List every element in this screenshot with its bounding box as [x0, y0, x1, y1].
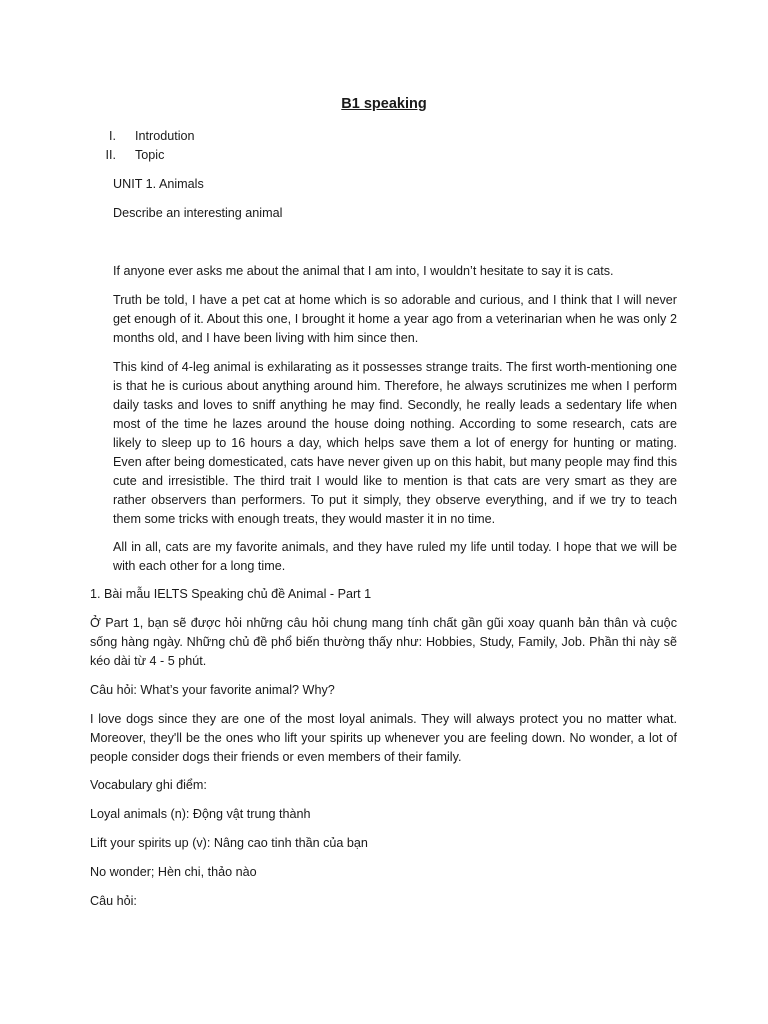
- section-heading: 1. Bài mẫu IELTS Speaking chủ đề Animal - Part 1: [90, 587, 372, 601]
- question-text: Câu hỏi:: [90, 894, 137, 908]
- outline-number: II.: [105, 148, 116, 162]
- page-title: B1 speaking: [341, 96, 427, 112]
- vocab-item: Loyal animals (n): Động vật trung thành: [90, 807, 311, 821]
- answer-paragraph: If anyone ever asks me about the animal that I am into, I wouldn’t hesitate to say it is cats.: [113, 264, 614, 278]
- question-text: Câu hỏi: What’s your favorite animal? Why?: [90, 683, 335, 697]
- outline-number: I.: [109, 129, 116, 143]
- vocab-item: Lift your spirits up (v): Nâng cao tinh thần của bạn: [90, 836, 368, 850]
- outline-text: Introdution: [135, 129, 195, 143]
- speaking-prompt: Describe an interesting animal: [113, 206, 283, 220]
- sample-answer: I love dogs since they are one of the most loyal animals. They will always protect you no matter what. Moreover, they'll be the ones who lift your spirits up whenever you are feeling down. No wonder, a lot of people consider dogs their friends or even members of their family.: [90, 712, 677, 764]
- vocab-heading: Vocabulary ghi điểm:: [90, 778, 207, 792]
- vocab-item: No wonder; Hèn chi, thảo nào: [90, 865, 257, 879]
- answer-paragraph: This kind of 4-leg animal is exhilarating as it possesses strange traits. The first worth-mentioning one is that he is curious about anything around him. Therefore, he always scrutinizes me when I perform daily tasks and loves to sniff anything he may find. Secondly, he really leads a sedentary life when most of the time he lazes around the house doing nothing. According to some research, cats are likely to sleep up to 16 hours a day, which helps save them a lot of energy for hunting or mating. Even after being domesticated, cats have never given up on this habit, but many people may find this cute and irresistible. The third trait I would like to mention is that cats are very smart as they are rather observers than performers. To put it simply, they observe everything, and if we try to teach them some tricks with enough treats, they would master it in no time.: [113, 360, 677, 526]
- answer-paragraph: Truth be told, I have a pet cat at home which is so adorable and curious, and I think that I will never get enough of it. About this one, I brought it home a year ago from a veterinarian when he was only 2 months old, and I have been living with him since then.: [113, 293, 677, 345]
- outline-text: Topic: [135, 148, 165, 162]
- unit-heading: UNIT 1. Animals: [113, 177, 204, 191]
- answer-paragraph: All in all, cats are my favorite animals, and they have ruled my life until today. I hope that we will be with each other for a long time.: [113, 540, 677, 573]
- section-intro: Ở Part 1, bạn sẽ được hỏi những câu hỏi chung mang tính chất gần gũi xoay quanh bản thân và cuộc sống hàng ngày. Những chủ đề phổ biến thường thấy như: Hobbies, Study, Family, Job. Phần thi này sẽ kéo dài từ 4 - 5 phút.: [90, 616, 677, 668]
